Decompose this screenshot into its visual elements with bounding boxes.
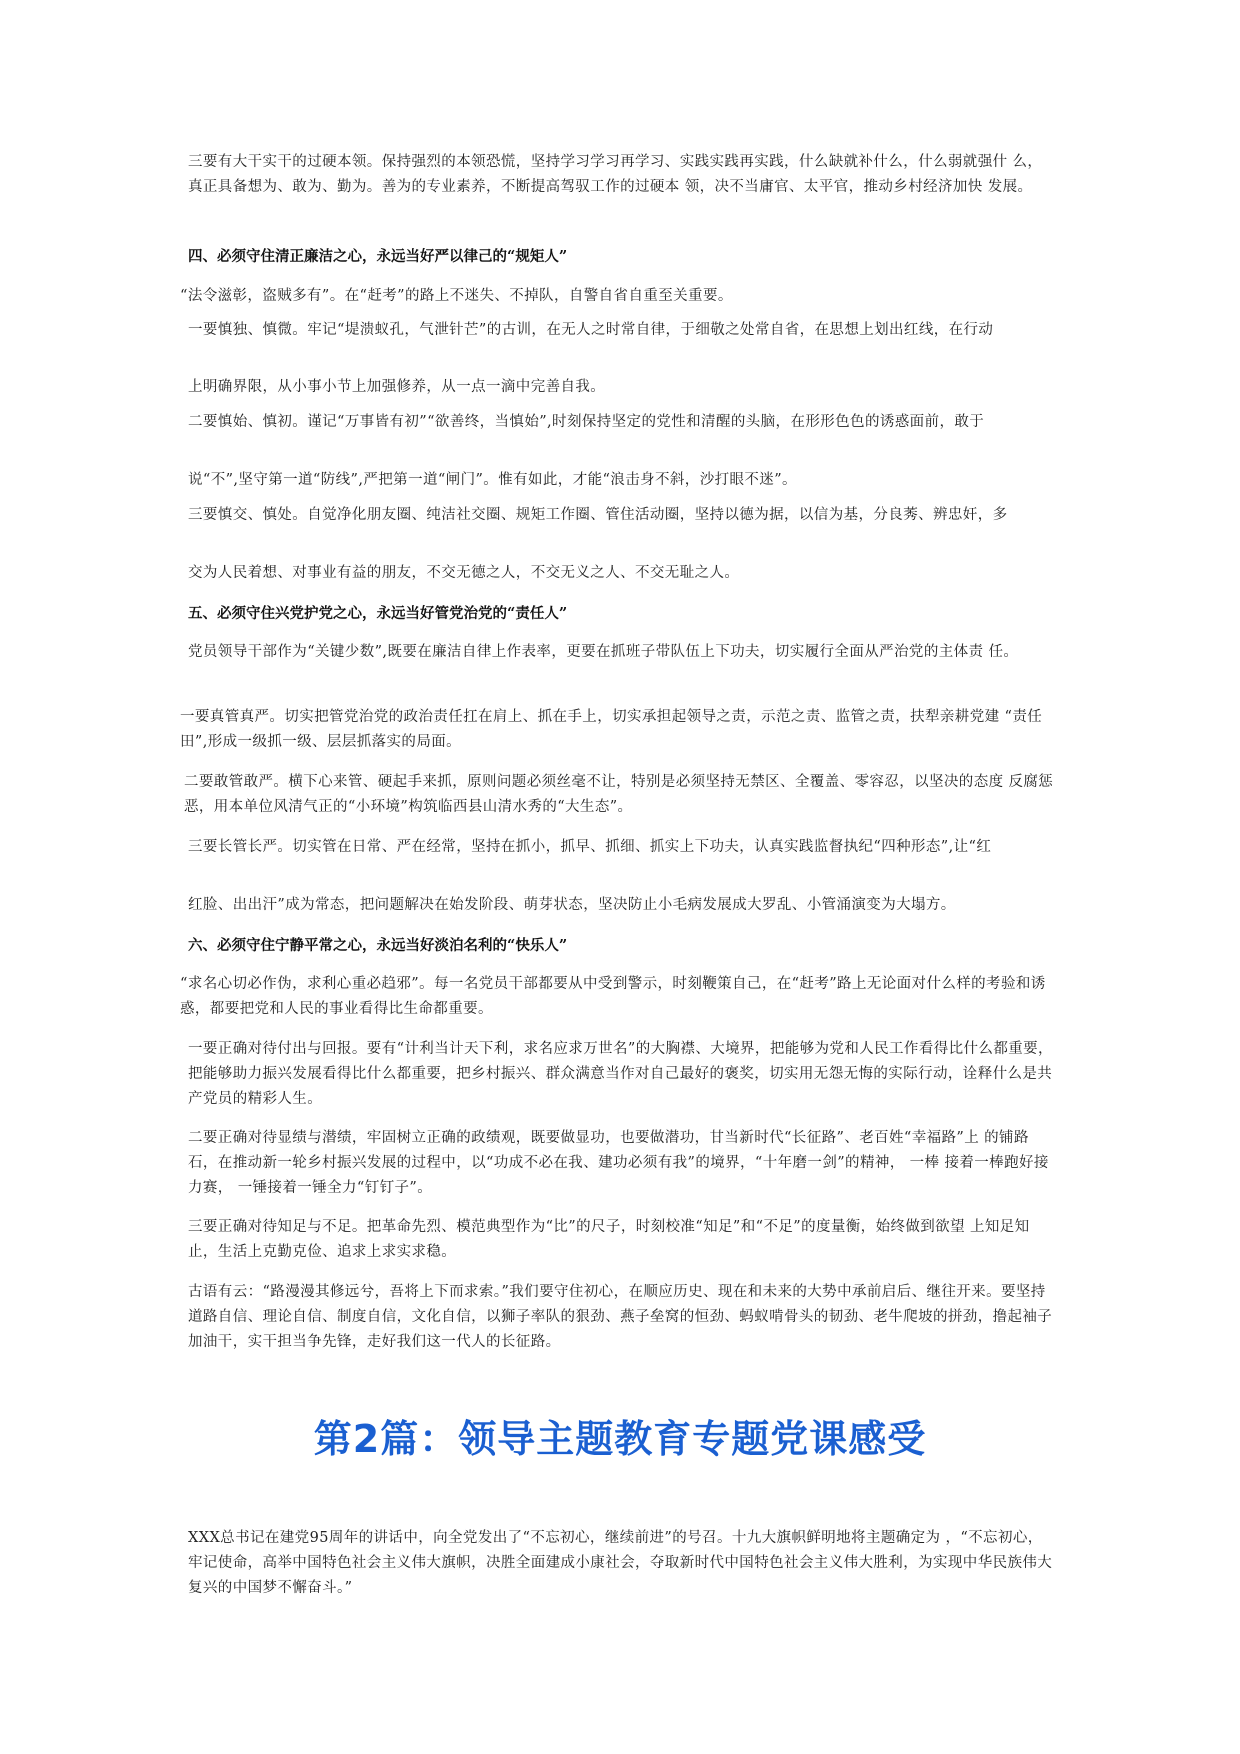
section-5-point-3-line-2: 红脸、出出汗”成为常态，把问题解决在始发阶段、萌芽状态，坚决防止小毛病发展成大罗乱、小管涌演变为大塌方。 [188,897,956,913]
article-2-title: 第2篇：领导主题教育专题党课感受 [313,1417,927,1461]
section-4-intro: “法令滋彰，盗贼多有”。在“赶考”的路上不迷失、不掉队，自警自省自重至关重要。 [180,288,733,304]
section-5-intro: 党员领导干部作为“关键少数”,既要在廉洁自律上作表率，更要在抓班子带队伍上下功夫，切实履行全面从严治党的主体责 任。 [188,644,1019,660]
section-5-point-1: 一要真管真严。切实把管党治党的政治责任扛在肩上、抓在手上，切实承担起领导之责，示范之责、监管之责，扶犁亲耕党建 “责任田”,形成一级抓一级、层层抓落实的局面。 [180,709,1043,750]
section-heading-6: 六、必须守住宁静平常之心，永远当好淡泊名利的“快乐人” [188,937,568,954]
section-4-point-2-line-2: 说“不”,坚守第一道“防线”,严把第一道“闸门”。惟有如此，才能“浪击身不斜，沙打眼不迷”。 [188,472,797,488]
section-4-point-3-line-2: 交为人民着想、对事业有益的朋友，不交无德之人，不交无义之人、不交无耻之人。 [188,565,740,581]
section-6-point-2: 二要正确对待显绩与潜绩，牢固树立正确的政绩观，既要做显功，也要做潜功，甘当新时代“长征路”、老百姓“幸福路”上 的铺路石，在推动新一轮乡村振兴发展的过程中，以“功成不必在我、建功必须有我”的境界，“十年磨一剑”的精神， 一棒 接着一棒跑好接力赛， 一锤接着一锤全力“钉钉子”。 [188,1130,1049,1196]
section-4-point-1-line-1: 一要慎独、慎微。牢记“堤溃蚁孔，气泄针芒”的古训，在无人之时常自律，于细敬之处常自省，在思想上划出红线，在行动 [188,322,994,338]
section-5-point-3-line-1: 三要长管长严。切实管在日常、严在经常，坚持在抓小，抓早、抓细、抓实上下功夫，认真实践监督执纪“四种形态”,让“红 [188,839,992,855]
paragraph-skills: 三要有大干实干的过硬本领。保持强烈的本领恐慌，坚持学习学习再学习、实践实践再实践，什么缺就补什么，什么弱就强什 么，真正具备想为、敢为、勤为。善为的专业素养，不断提高驾驭工作的过硬本 领，决不当庸官、太平官，推动乡村经济加快 发展。 [188,154,1043,195]
section-6-point-3: 三要正确对待知足与不足。把革命先烈、模范典型作为“比”的尺子，时刻校准“知足”和“不足”的度量衡，始终做到欲望 上知足知止，生活上克勤克俭、追求上求实求稳。 [188,1219,1030,1260]
section-4-point-1-line-2: 上明确界限，从小事小节上加强修养，从一点一滴中完善自我。 [188,379,606,395]
section-4-point-3-line-1: 三要慎交、慎处。自觉净化朋友圈、纯洁社交圈、规矩工作圈、管住活动圈，坚持以德为据，以信为基，分良莠、辨忠奸，多 [188,507,1008,523]
article-2-intro: XXX总书记在建党95周年的讲话中，向全党发出了“不忘初心，继续前进”的号召。十九大旗帜鲜明地将主题确定为 ，“不忘初心，牢记使命，高举中国特色社会主义伟大旗帜，决胜全面建成小康社会，夺取新时代中国特色社会主义伟大胜利，为实现中华民族伟大复兴的中国梦不懈奋斗。” [188,1530,1053,1596]
section-heading-4: 四、必须守住清正廉洁之心，永远当好严以律己的“规矩人” [188,248,568,265]
section-heading-5: 五、必须守住兴党护党之心，永远当好管党治党的“责任人” [188,605,568,622]
section-6-point-1: 一要正确对待付出与回报。要有“计利当计天下利，求名应求万世名”的大胸襟、大境界，把能够为党和人民工作看得比什么都重要，把能够助力振兴发展看得比什么都重要，把乡村振兴、群众满意当作对自己最好的褒奖，切实用无怨无悔的实际行动，诠释什么是共产党员的精彩人生。 [188,1041,1053,1107]
section-5-point-2: 二要敢管敢严。横下心来管、硬起手来抓，原则问题必须丝毫不让，特别是必须坚持无禁区、全覆盖、零容忍，以坚决的态度 反腐惩恶，用本单位风清气正的“小环境”构筑临西县山清水秀的“大生态”。 [184,774,1054,815]
section-6-intro: “求名心切必作伪，求利心重必趋邪”。每一名党员干部都要从中受到警示，时刻鞭策自己，在“赶考”路上无论面对什么样的考验和诱惑，都要把党和人民的事业看得比生命都重要。 [180,976,1046,1017]
closing-paragraph: 古语有云：“路漫漫其修远兮，吾将上下而求索。”我们要守住初心，在顺应历史、现在和未来的大势中承前启后、继往开来。要坚持道路自信、理论自信、制度自信，文化自信，以狮子率队的狠劲、燕子垒窝的恒劲、蚂蚁啃骨头的韧劲、老牛爬坡的拼劲，撸起袖子加油干，实干担当争先锋，走好我们这一代人的长征路。 [188,1284,1053,1350]
section-4-point-2-line-1: 二要慎始、慎初。谨记“万事皆有初”“欲善终，当慎始”,时刻保持坚定的党性和清醒的头脑，在形形色色的诱惑面前，敢于 [188,414,985,430]
